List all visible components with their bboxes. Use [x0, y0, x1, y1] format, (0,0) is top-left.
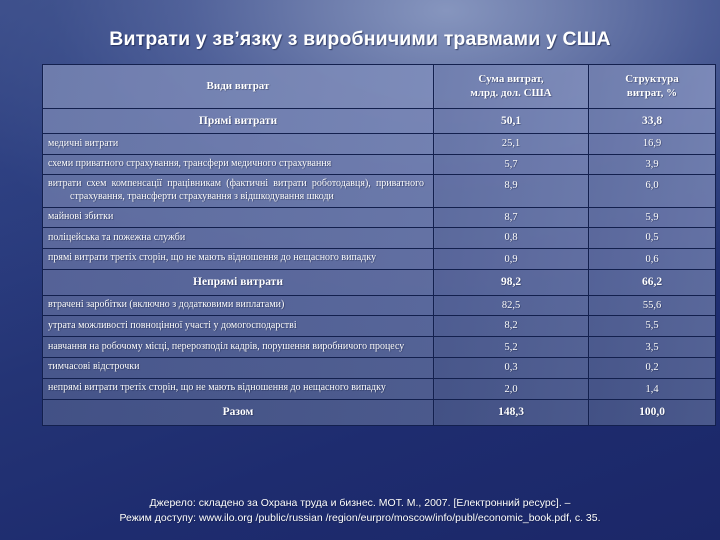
- table-row: [43, 207, 716, 227]
- row-pct-cell: 0,2: [589, 358, 716, 378]
- row-sum-cell: 82,5: [434, 295, 589, 315]
- row-sum-cell: 5,2: [434, 336, 589, 357]
- source-line-1: Джерело: складено за Охрана труда и бизнес. МОТ. М., 2007. [Електронний ресурс]. –: [149, 497, 571, 509]
- section-label-cell: Разом: [43, 400, 434, 426]
- table-section-row: [43, 108, 716, 134]
- row-label-text: непрямі витрати третіх сторін, що не мають відношення до нещасного випадку: [48, 382, 386, 394]
- row-label-cell: майнові збитки: [43, 207, 434, 227]
- source-note: [0, 496, 720, 526]
- row-sum-cell: 98,2: [434, 270, 589, 296]
- row-label-text: витрати схем компенсації працівникам (фактичні витрати роботодавця), приватного страхування, трансферти страхування з відшкодування шкоди: [48, 178, 424, 202]
- row-pct-cell: 5,9: [589, 207, 716, 227]
- row-sum-cell: 148,3: [434, 400, 589, 426]
- row-label-cell: [43, 175, 434, 208]
- row-label-cell: тимчасові відстрочки: [43, 358, 434, 378]
- source-line-2: Режим доступу: www.ilo.org /public/russian /region/eurpro/moscow/info/publ/economic_book.pdf, с. 35.: [119, 512, 601, 525]
- table-header-row: [43, 65, 716, 109]
- row-label-cell: схеми приватного страхування, трансфери медичного страхування: [43, 154, 434, 174]
- table-row: [43, 316, 716, 336]
- header-cell-pct: [589, 65, 716, 109]
- table-row: [43, 228, 716, 248]
- row-pct-cell: 66,2: [589, 270, 716, 296]
- row-pct-cell: 6,0: [589, 175, 716, 208]
- table-row: [43, 175, 716, 208]
- row-sum-cell: 8,7: [434, 207, 589, 227]
- row-pct-cell: 0,6: [589, 248, 716, 269]
- row-sum-cell: 2,0: [434, 378, 589, 399]
- row-label-cell: поліцейська та пожежна служби: [43, 228, 434, 248]
- row-sum-cell: 8,9: [434, 175, 589, 208]
- header-sum-line1: Сума витрат,: [478, 73, 544, 85]
- table-section-row: [43, 270, 716, 296]
- row-pct-cell: 100,0: [589, 400, 716, 426]
- row-label-cell: [43, 378, 434, 399]
- cost-table: [42, 64, 716, 426]
- table-row: [43, 295, 716, 315]
- header-pct-line2: витрат, %: [626, 87, 678, 100]
- row-sum-cell: 50,1: [434, 108, 589, 134]
- row-sum-cell: 8,2: [434, 316, 589, 336]
- row-sum-cell: 5,7: [434, 154, 589, 174]
- row-label-cell: втрачені заробітки (включно з додатковими виплатами): [43, 295, 434, 315]
- row-label-text: навчання на робочому місці, перерозподіл кадрів, порушення виробничого процесу: [48, 340, 405, 352]
- row-label-cell: [43, 248, 434, 269]
- table-row: [43, 248, 716, 269]
- header-cell-label: Види витрат: [43, 65, 434, 109]
- section-label-cell: Прямі витрати: [43, 108, 434, 134]
- row-pct-cell: 3,5: [589, 336, 716, 357]
- cost-table-container: [42, 64, 679, 426]
- table-row: [43, 154, 716, 174]
- row-label-cell: утрата можливості повноцінної участі у домогосподарстві: [43, 316, 434, 336]
- row-pct-cell: 0,5: [589, 228, 716, 248]
- row-sum-cell: 0,8: [434, 228, 589, 248]
- table-row: [43, 336, 716, 357]
- header-cell-sum: [434, 65, 589, 109]
- table-row: [43, 134, 716, 154]
- row-pct-cell: 5,5: [589, 316, 716, 336]
- header-pct-line1: Структура: [625, 73, 679, 85]
- table-body: [43, 65, 716, 426]
- row-pct-cell: 16,9: [589, 134, 716, 154]
- page-title: Витрати у зв’язку з виробничими травмами у США: [109, 28, 611, 50]
- table-row: [43, 358, 716, 378]
- row-pct-cell: 33,8: [589, 108, 716, 134]
- row-label-cell: [43, 336, 434, 357]
- row-label-text: прямі витрати третіх сторін, що не мають відношення до нещасного випадку: [48, 252, 377, 264]
- row-sum-cell: 25,1: [434, 134, 589, 154]
- row-label-cell: медичні витрати: [43, 134, 434, 154]
- row-pct-cell: 1,4: [589, 378, 716, 399]
- row-pct-cell: 55,6: [589, 295, 716, 315]
- table-row: [43, 378, 716, 399]
- row-pct-cell: 3,9: [589, 154, 716, 174]
- table-section-row: [43, 400, 716, 426]
- section-label-cell: Непрямі витрати: [43, 270, 434, 296]
- header-sum-line2: млрд. дол. США: [470, 87, 552, 100]
- row-sum-cell: 0,9: [434, 248, 589, 269]
- row-sum-cell: 0,3: [434, 358, 589, 378]
